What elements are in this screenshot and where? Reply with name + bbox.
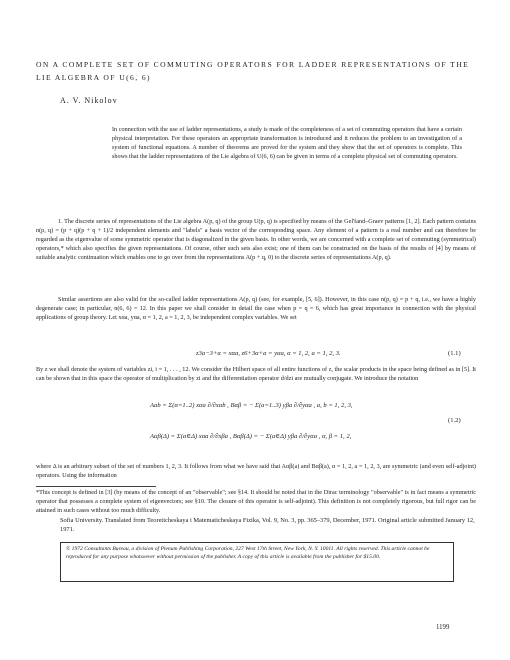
equation-1-2-line-2: Aαβ(Δ) = Σ(a∈Δ) xαa ∂/∂xβa , Bαβ(Δ) = − Σ(a∈Δ) yβa ∂/∂yαa , α, β = 1, 2, (150, 433, 352, 440)
paper-title: ON A COMPLETE SET OF COMMUTING OPERATORS FOR LADDER REPRESENTATIONS OF THE LIE ALGEBRA OF U(6, 6) (36, 60, 470, 82)
abstract: In connection with the use of ladder representations, a study is made of the completeness of a set of commuting operators that have a certain physical interpretation. For these operators an appropriate transformation is introduced and it reduces the problem to an investigation of a system of functional equations. A number of theorems are proved for the system and they show that the set of operators is complete. This shows that the ladder representations of the Lie algebra of U(6, 6) can be given in terms of a complete physical set of commuting operators. (112, 126, 462, 160)
equation-number-1-2: (1.2) (448, 417, 461, 424)
body-paragraph-4 (36, 463, 476, 481)
body-paragraph-1 (36, 218, 476, 263)
body-paragraph-2 (36, 296, 476, 323)
paragraph-text: where Δ is an arbitrary subset of the set of numbers 1, 2, 3. It follows from what we have said that Aαβ(a) and Bαβ(a), α = 1, 2, a = 1, 2, 3, are symmetric (and even self-adjoint) operators. Using the information (36, 463, 476, 479)
paragraph-text: 1. The discrete series of representations of the Lie algebra A(p, q) of the group U(p, q) is specified by means of the Gel'fand–Graev patterns [1, 2]. Each pattern contains n(p, q) = (p + q)(p + q + 1)/2 independent elements and "labels" a basis vector of the corresponding space. Any element of a pattern is a real number and can therefore be regarded as the eigenvalue of some symmetric operator that is diagonalized in the given basis. In other words, we are concerned with a complete set of commuting (symmetrical) operators,* which also specifies the given representations. Of course, other such sets also exist; one of them can be constructed on the basis of the results of [4] by means of suitable analytic continuation which enables one to go over from the representations A(p + q, 0) to the discrete series of representations A(p, q). (36, 218, 476, 261)
author-name: A. V. Nikolov (60, 96, 118, 105)
footnote: *This concept is defined in [3] (by means of the concept of an "observable"; see §14. It should be noted that in the Dirac terminology "observable" is in fact means a symmetric operator that possesses a complete system of eigenvectors; see §10. The closure of this operator is self-adjoint). This definition is not completely rigorous, but full rigor can be attained in such cases without too much difficulty. (36, 489, 476, 514)
footnote-rule (36, 486, 156, 487)
paragraph-text: By z we shall denote the system of variables zi, i = 1, . . . , 12. We consider the Hilbert space of all entire functions of z, the scalar products in the space being defined as in [5]. It can be shown that in this space the operator of multiplication by zi and the differentiation operator d/dzi are mutually conjugate. We introduce the notation (36, 366, 476, 382)
paragraph-text: Similar assertions are also valid for the so-called ladder representations A(p, q) (see, for example, [5, 6]). However, in this case n(p, q) = p + q, i.e., we have a highly degenerate case; in particular, n(6, 6) = 12. In this paper we shall consider in detail the case when p = q = 6, which has great importance in connection with the physical applications of group theory. Let xαa, yαa, α = 1, 2, a = 1, 2, 3, be independent complex variables. We set (36, 296, 476, 321)
equation-1-1: z3a−3+α = xαa, z6+3α+a = yαa, α = 1, 2, a = 1, 2, 3. (196, 350, 341, 357)
copyright-box: © 1972 Consultants Bureau, a division of Plenum Publishing Corporation, 227 West 17th Street, New York, N. Y. 10011. All rights reserved. This article cannot be reproduced for any purpose whatsoever without permission of the publisher. A copy of this article is available from the publisher for $15.00. (60, 542, 454, 582)
equation-1-2-line-1: Aab = Σ(α=1..2) xαa ∂/∂xαb , Bαβ = − Σ(a=1..3) yβa ∂/∂yαa , a, b = 1, 2, 3, (150, 402, 353, 409)
body-paragraph-3 (36, 366, 476, 384)
source-note: Sofia University. Translated from Teoreticheskaya i Matematicheskaya Fizika, Vol. 9, No. 3, pp. 365–379, December, 1971. Original article submitted January 12, 1971. (60, 517, 475, 533)
page-number: 1199 (436, 624, 450, 631)
equation-number-1-1: (1.1) (448, 350, 461, 357)
